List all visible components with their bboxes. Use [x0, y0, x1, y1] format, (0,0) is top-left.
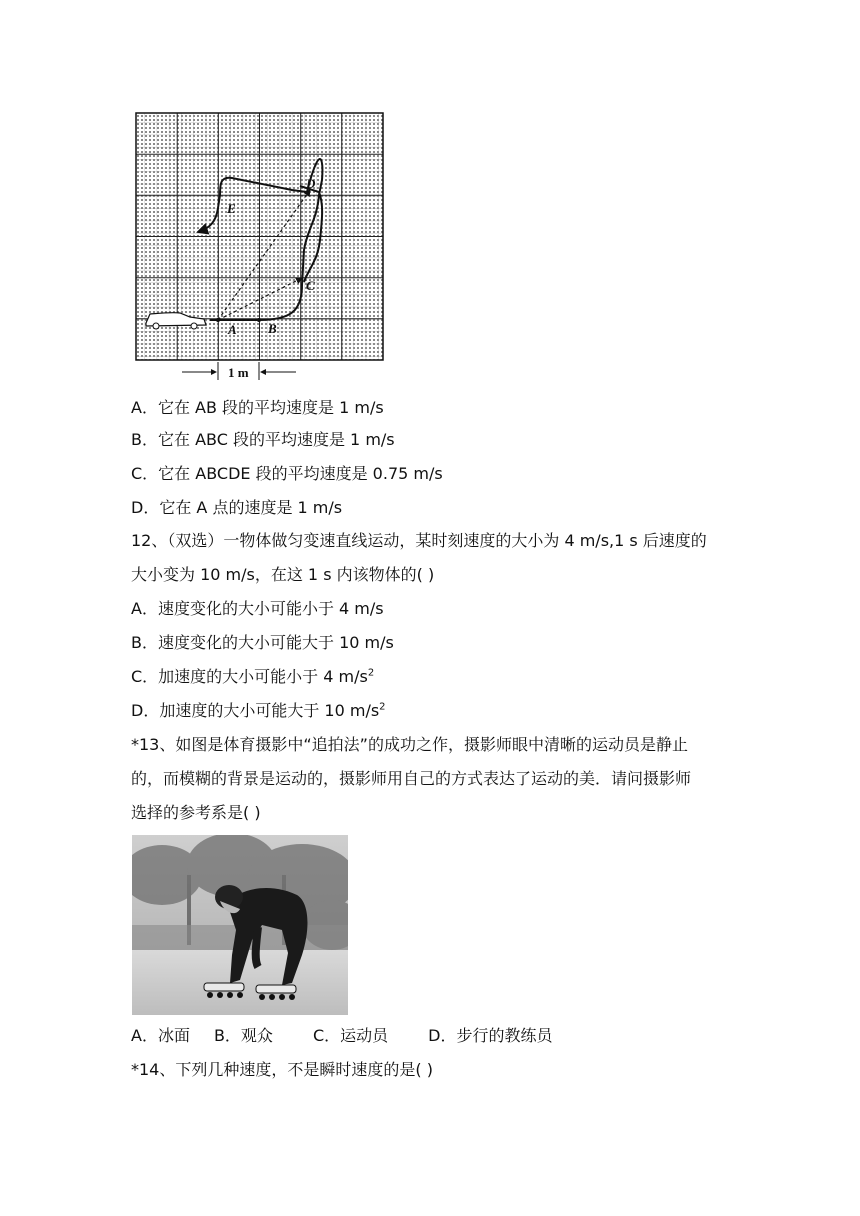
- q13-option-c: C．运动员: [312, 1026, 389, 1045]
- label-e: E: [227, 201, 236, 216]
- q13-option-a: A．冰面: [131, 1026, 190, 1045]
- q13-stem-line2: 的，而模糊的背景是运动的，摄影师用自己的方式表达了运动的美．请问摄影师: [131, 769, 692, 788]
- label-d: D: [306, 176, 316, 191]
- q13-stem-line1: *13、如图是体育摄影中“追拍法”的成功之作，摄影师眼中清晰的运动员是静止: [131, 735, 688, 754]
- q12-option-b: B．速度变化的大小可能大于 10 m/s: [131, 633, 394, 652]
- q13-option-b: B．观众: [213, 1026, 273, 1045]
- q13-options-row: [131, 1025, 552, 1047]
- q12-stem-line1: 12、（双选）一物体做匀变速直线运动，某时刻速度的大小为 4 m/s,1 s 后速度的: [131, 531, 707, 550]
- q11-option-d: D．它在 A 点的速度是 1 m/s: [131, 498, 343, 517]
- q12-stem-line2: 大小变为 10 m/s，在这 1 s 内该物体的( ): [131, 565, 435, 584]
- q12-option-a: A．速度变化的大小可能小于 4 m/s: [131, 599, 384, 618]
- q13-stem-line3: 选择的参考系是( ): [131, 803, 261, 822]
- skater-photo: [132, 835, 348, 1015]
- q11-option-a: A．它在 AB 段的平均速度是 1 m/s: [131, 398, 384, 417]
- label-b: B: [268, 321, 277, 336]
- label-a: A: [228, 322, 237, 337]
- q12-option-c: C．加速度的大小可能小于 4 $m/s^2$: [131, 667, 375, 686]
- q11-option-b: B．它在 ABC 段的平均速度是 1 m/s: [131, 430, 395, 449]
- q11-option-c: C．它在 ABCDE 段的平均速度是 0.75 m/s: [131, 464, 443, 483]
- trajectory-grid-figure: [132, 110, 390, 386]
- q12-option-d: D．加速度的大小可能大于 10 $m/s^2$: [131, 701, 386, 720]
- q13-option-d: D．步行的教练员: [428, 1026, 553, 1045]
- q14-stem: *14、下列几种速度，不是瞬时速度的是( ): [131, 1060, 433, 1079]
- label-c: C: [306, 278, 315, 293]
- scale-label: 1 m: [228, 365, 249, 380]
